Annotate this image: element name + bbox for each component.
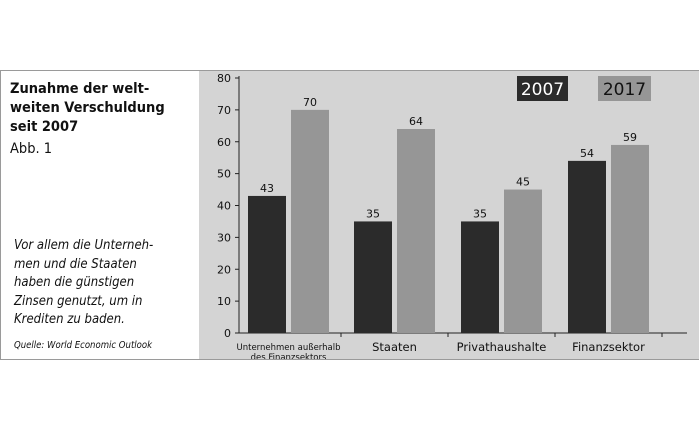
legend-label-2017: 2017 — [602, 80, 647, 100]
bar-2017 — [397, 129, 435, 333]
category-label: Privathaushalte — [456, 340, 547, 354]
category-label: Unternehmen außerhalb — [236, 343, 341, 353]
bar-value-label: 59 — [623, 130, 637, 144]
y-tick-label: 70 — [217, 103, 231, 117]
y-tick-label: 80 — [217, 72, 231, 85]
bar-chart — [199, 71, 699, 359]
category-label: Staaten — [372, 340, 417, 354]
bar-value-label: 54 — [580, 146, 594, 160]
bar-value-label: 35 — [473, 207, 487, 221]
bar-value-label: 64 — [409, 115, 423, 128]
figure — [0, 70, 699, 360]
bar-2017 — [504, 190, 542, 333]
y-tick-label: 40 — [217, 199, 231, 213]
y-tick-label: 0 — [224, 327, 231, 340]
y-tick-label: 20 — [217, 263, 231, 277]
bar-2017 — [291, 110, 329, 333]
bar-value-label: 70 — [303, 95, 317, 109]
bar-value-label: 43 — [260, 181, 274, 195]
source-note: Quelle: World Economic Outlook — [14, 340, 153, 351]
bar-2007 — [568, 161, 606, 333]
legend-label-2007: 2007 — [520, 80, 565, 100]
bar-value-label: 35 — [366, 207, 380, 221]
chart-title: Zunahme der welt- weiten Verschuldung seit 2007 — [10, 81, 165, 135]
bar-2007 — [354, 221, 392, 333]
bar-value-label: 45 — [516, 175, 530, 189]
chart-panel — [199, 71, 699, 359]
y-tick-label: 10 — [217, 295, 231, 309]
y-tick-label: 50 — [217, 167, 231, 181]
category-label: des Finanzsektors — [250, 353, 327, 359]
bar-2017 — [611, 145, 649, 333]
category-label: Finanzsektor — [572, 340, 645, 354]
y-tick-label: 60 — [217, 135, 231, 149]
bar-2007 — [461, 221, 499, 333]
bar-2007 — [248, 196, 286, 333]
caption-text: Vor allem die Unterneh- men und die Staaten haben die günstigen Zinsen genutzt, um in Krediten zu baden. — [14, 238, 154, 327]
y-tick-label: 30 — [217, 231, 231, 245]
figure-number: Abb. 1 — [10, 141, 53, 157]
info-panel — [1, 71, 199, 359]
